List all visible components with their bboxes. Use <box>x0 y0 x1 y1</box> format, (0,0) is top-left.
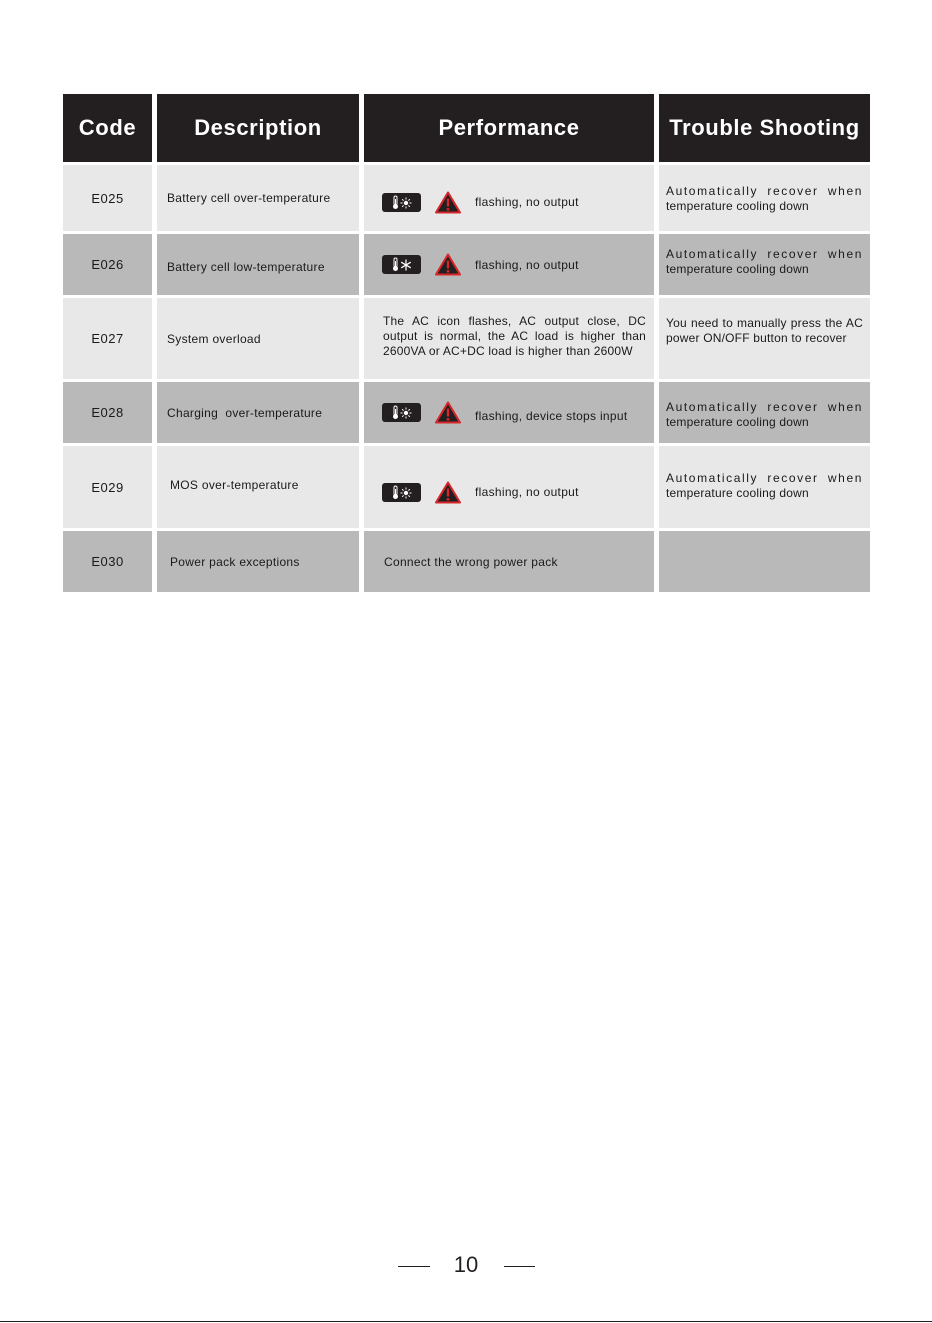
thermometer-hot-icon <box>382 483 421 502</box>
performance-cell <box>364 382 654 443</box>
thermometer-hot-icon <box>382 193 421 212</box>
trouble-text-line-1: Automatically recover when <box>666 247 863 261</box>
trouble-text: You need to manually press the AC power ON/OFF button to recover <box>666 316 863 345</box>
trouble-shooting-cell <box>659 531 870 592</box>
performance-text: flashing, no output <box>475 257 579 272</box>
trouble-text-line-2: temperature cooling down <box>666 262 809 276</box>
trouble-text-line-2: temperature cooling down <box>666 486 809 500</box>
trouble-shooting-cell <box>659 298 870 379</box>
header-trouble-shooting: Trouble Shooting <box>659 94 870 162</box>
thermometer-cold-icon <box>382 255 421 274</box>
performance-cell <box>364 531 654 592</box>
description-cell: Charging over-temperature <box>157 382 359 443</box>
description-cell: System overload <box>157 298 359 379</box>
performance-cell <box>364 298 654 379</box>
header-description: Description <box>157 94 359 162</box>
trouble-text-line-1: Automatically recover when <box>666 184 863 198</box>
warning-triangle-icon <box>435 253 461 276</box>
page-number-rule-right <box>504 1266 535 1267</box>
code-cell: E030 <box>63 531 152 592</box>
description-cell: Power pack exceptions <box>157 531 359 592</box>
performance-text: flashing, device stops input <box>475 408 628 423</box>
performance-text: flashing, no output <box>475 485 579 499</box>
code-cell: E025 <box>63 165 152 231</box>
trouble-shooting-cell <box>659 446 870 528</box>
performance-text: Connect the wrong power pack <box>384 554 558 569</box>
performance-cell <box>364 165 654 231</box>
code-cell: E029 <box>63 446 152 528</box>
code-cell: E028 <box>63 382 152 443</box>
description-cell: Battery cell over-temperature <box>157 165 359 231</box>
trouble-shooting-cell <box>659 234 870 295</box>
trouble-shooting-cell <box>659 382 870 443</box>
performance-text: The AC icon flashes, AC output close, DC output is normal, the AC load is higher than 2600VA or AC+DC load is higher than 2600W <box>383 314 646 358</box>
trouble-text-line-2: temperature cooling down <box>666 199 809 213</box>
description-cell: MOS over-temperature <box>157 446 359 528</box>
description-cell: Battery cell low-temperature <box>157 234 359 295</box>
page-number: 10 <box>453 1252 479 1277</box>
page-bottom-rule <box>0 1321 932 1322</box>
code-cell: E026 <box>63 234 152 295</box>
warning-triangle-icon <box>435 401 461 424</box>
trouble-text-line-1: Automatically recover when <box>666 471 863 485</box>
trouble-text-line-2: temperature cooling down <box>666 415 809 429</box>
thermometer-hot-icon <box>382 403 421 422</box>
trouble-shooting-cell <box>659 165 870 231</box>
trouble-text-line-1: Automatically recover when <box>666 400 863 414</box>
performance-text: flashing, no output <box>475 195 579 209</box>
header-code: Code <box>63 94 152 162</box>
performance-cell <box>364 234 654 295</box>
code-cell: E027 <box>63 298 152 379</box>
warning-triangle-icon <box>435 481 461 504</box>
performance-cell <box>364 446 654 528</box>
warning-triangle-icon <box>435 191 461 214</box>
header-performance: Performance <box>364 94 654 162</box>
